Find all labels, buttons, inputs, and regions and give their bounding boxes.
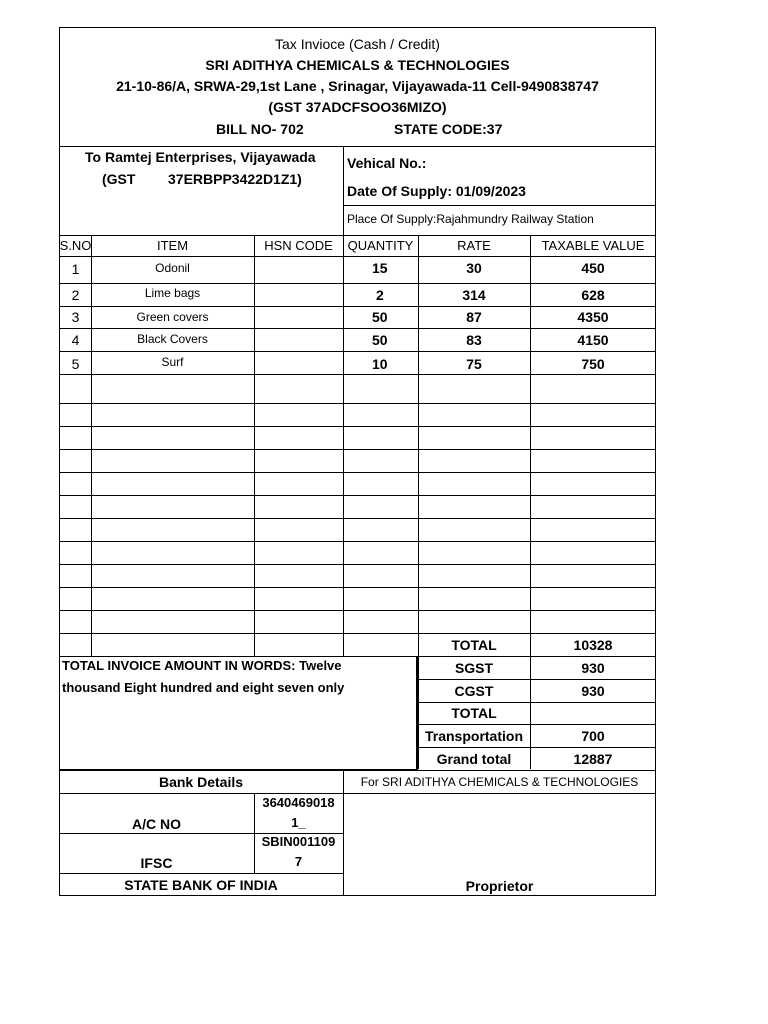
row-rate: 314 (462, 287, 486, 303)
row-value: 4350 (577, 309, 609, 325)
customer-gst-number: 37ERBPP3422D1Z1) (168, 171, 302, 187)
grand-total-value: 12887 (573, 751, 613, 767)
rule (59, 403, 656, 404)
ac-no-line2: 1_ (291, 815, 306, 830)
row-value: 450 (581, 260, 605, 276)
total2-label: TOTAL (451, 705, 497, 721)
ac-no-label: A/C NO (132, 816, 181, 832)
date-of-supply: Date Of Supply: 01/09/2023 (347, 183, 526, 199)
cgst-label: CGST (454, 683, 494, 699)
row-item: Black Covers (137, 332, 208, 346)
row-rate: 87 (466, 309, 482, 325)
total-label: TOTAL (451, 637, 497, 653)
rule (59, 541, 656, 542)
company-gst: (GST 37ADCFSOO36MIZO) (268, 99, 447, 115)
frame-left (59, 27, 60, 896)
bank-name: STATE BANK OF INDIA (124, 877, 278, 893)
for-company: For SRI ADITHYA CHEMICALS & TECHNOLOGIES (360, 775, 639, 789)
transportation-label: Transportation (424, 728, 523, 744)
row-item: Odonil (155, 261, 190, 275)
rule (59, 793, 656, 794)
row-sno: 2 (71, 287, 80, 303)
vehicle-number: Vehical No.: (347, 155, 427, 171)
customer-name: To Ramtej Enterprises, Vijayawada (85, 149, 316, 165)
rule (59, 256, 656, 257)
rule (418, 747, 656, 748)
row-sno: 4 (71, 332, 80, 348)
bill-number: BILL NO- 702 (216, 121, 304, 137)
row-sno: 1 (71, 261, 80, 277)
rule (59, 633, 656, 634)
row-rate: 30 (466, 260, 482, 276)
header-hsn: HSN CODE (264, 238, 333, 253)
rule (418, 724, 656, 725)
rule (59, 873, 344, 874)
row-sno: 5 (71, 356, 80, 372)
row-rate: 75 (466, 356, 482, 372)
state-code: STATE CODE:37 (394, 121, 503, 137)
header-quantity: QUANTITY (347, 238, 414, 253)
row-qty: 15 (372, 260, 388, 276)
row-value: 628 (581, 287, 605, 303)
rule (343, 146, 344, 235)
rule (59, 472, 656, 473)
company-name: SRI ADITHYA CHEMICALS & TECHNOLOGIES (205, 57, 510, 73)
rule (59, 374, 656, 375)
header-item: ITEM (156, 238, 189, 253)
header-rate: RATE (457, 238, 491, 253)
ac-no-line1: 3640469018 (262, 795, 335, 810)
grand-total-label: Grand total (436, 751, 512, 767)
row-rate: 83 (466, 332, 482, 348)
ifsc-label: IFSC (140, 855, 173, 871)
rule (59, 769, 418, 771)
rule (59, 518, 656, 519)
row-item: Lime bags (144, 286, 201, 300)
frame-top (59, 27, 656, 28)
row-sno: 3 (71, 309, 80, 325)
rule (59, 426, 656, 427)
rule (59, 564, 656, 565)
rule (418, 770, 656, 771)
row-qty: 10 (372, 356, 388, 372)
row-value: 750 (581, 356, 605, 372)
rule (59, 587, 656, 588)
header-taxable-value: TAXABLE VALUE (541, 238, 645, 253)
row-qty: 2 (376, 287, 384, 303)
rule (254, 235, 255, 656)
company-address: 21-10-86/A, SRWA-29,1st Lane , Srinagar, Vijayawada-11 Cell-9490838747 (116, 78, 599, 94)
proprietor-signature: Proprietor (465, 878, 534, 894)
header-sno: S.NO (59, 238, 92, 253)
row-qty: 50 (372, 332, 388, 348)
cgst-value: 930 (581, 683, 605, 699)
rule (59, 449, 656, 450)
sgst-label: SGST (454, 660, 494, 676)
place-of-supply: Place Of Supply:Rajahmundry Railway Station (347, 212, 594, 226)
sgst-value: 930 (581, 660, 605, 676)
row-qty: 50 (372, 309, 388, 325)
row-value: 4150 (577, 332, 609, 348)
customer-gst-label: (GST (102, 171, 136, 187)
rule (343, 205, 656, 206)
rule (418, 679, 656, 680)
bank-details-title: Bank Details (158, 774, 244, 790)
amount-in-words-line1: TOTAL INVOICE AMOUNT IN WORDS: Twelve (62, 658, 342, 673)
rule (59, 495, 656, 496)
ifsc-line2: 7 (294, 854, 303, 869)
total-value: 10328 (573, 637, 613, 653)
rule (59, 610, 656, 611)
row-item: Surf (161, 355, 184, 369)
transportation-value: 700 (581, 728, 605, 744)
invoice-title: Tax Invioce (Cash / Credit) (275, 36, 440, 52)
amount-in-words-line2: thousand Eight hundred and eight seven only (62, 680, 345, 695)
ifsc-line1: SBIN001109 (261, 834, 336, 849)
row-item: Green covers (136, 310, 209, 324)
